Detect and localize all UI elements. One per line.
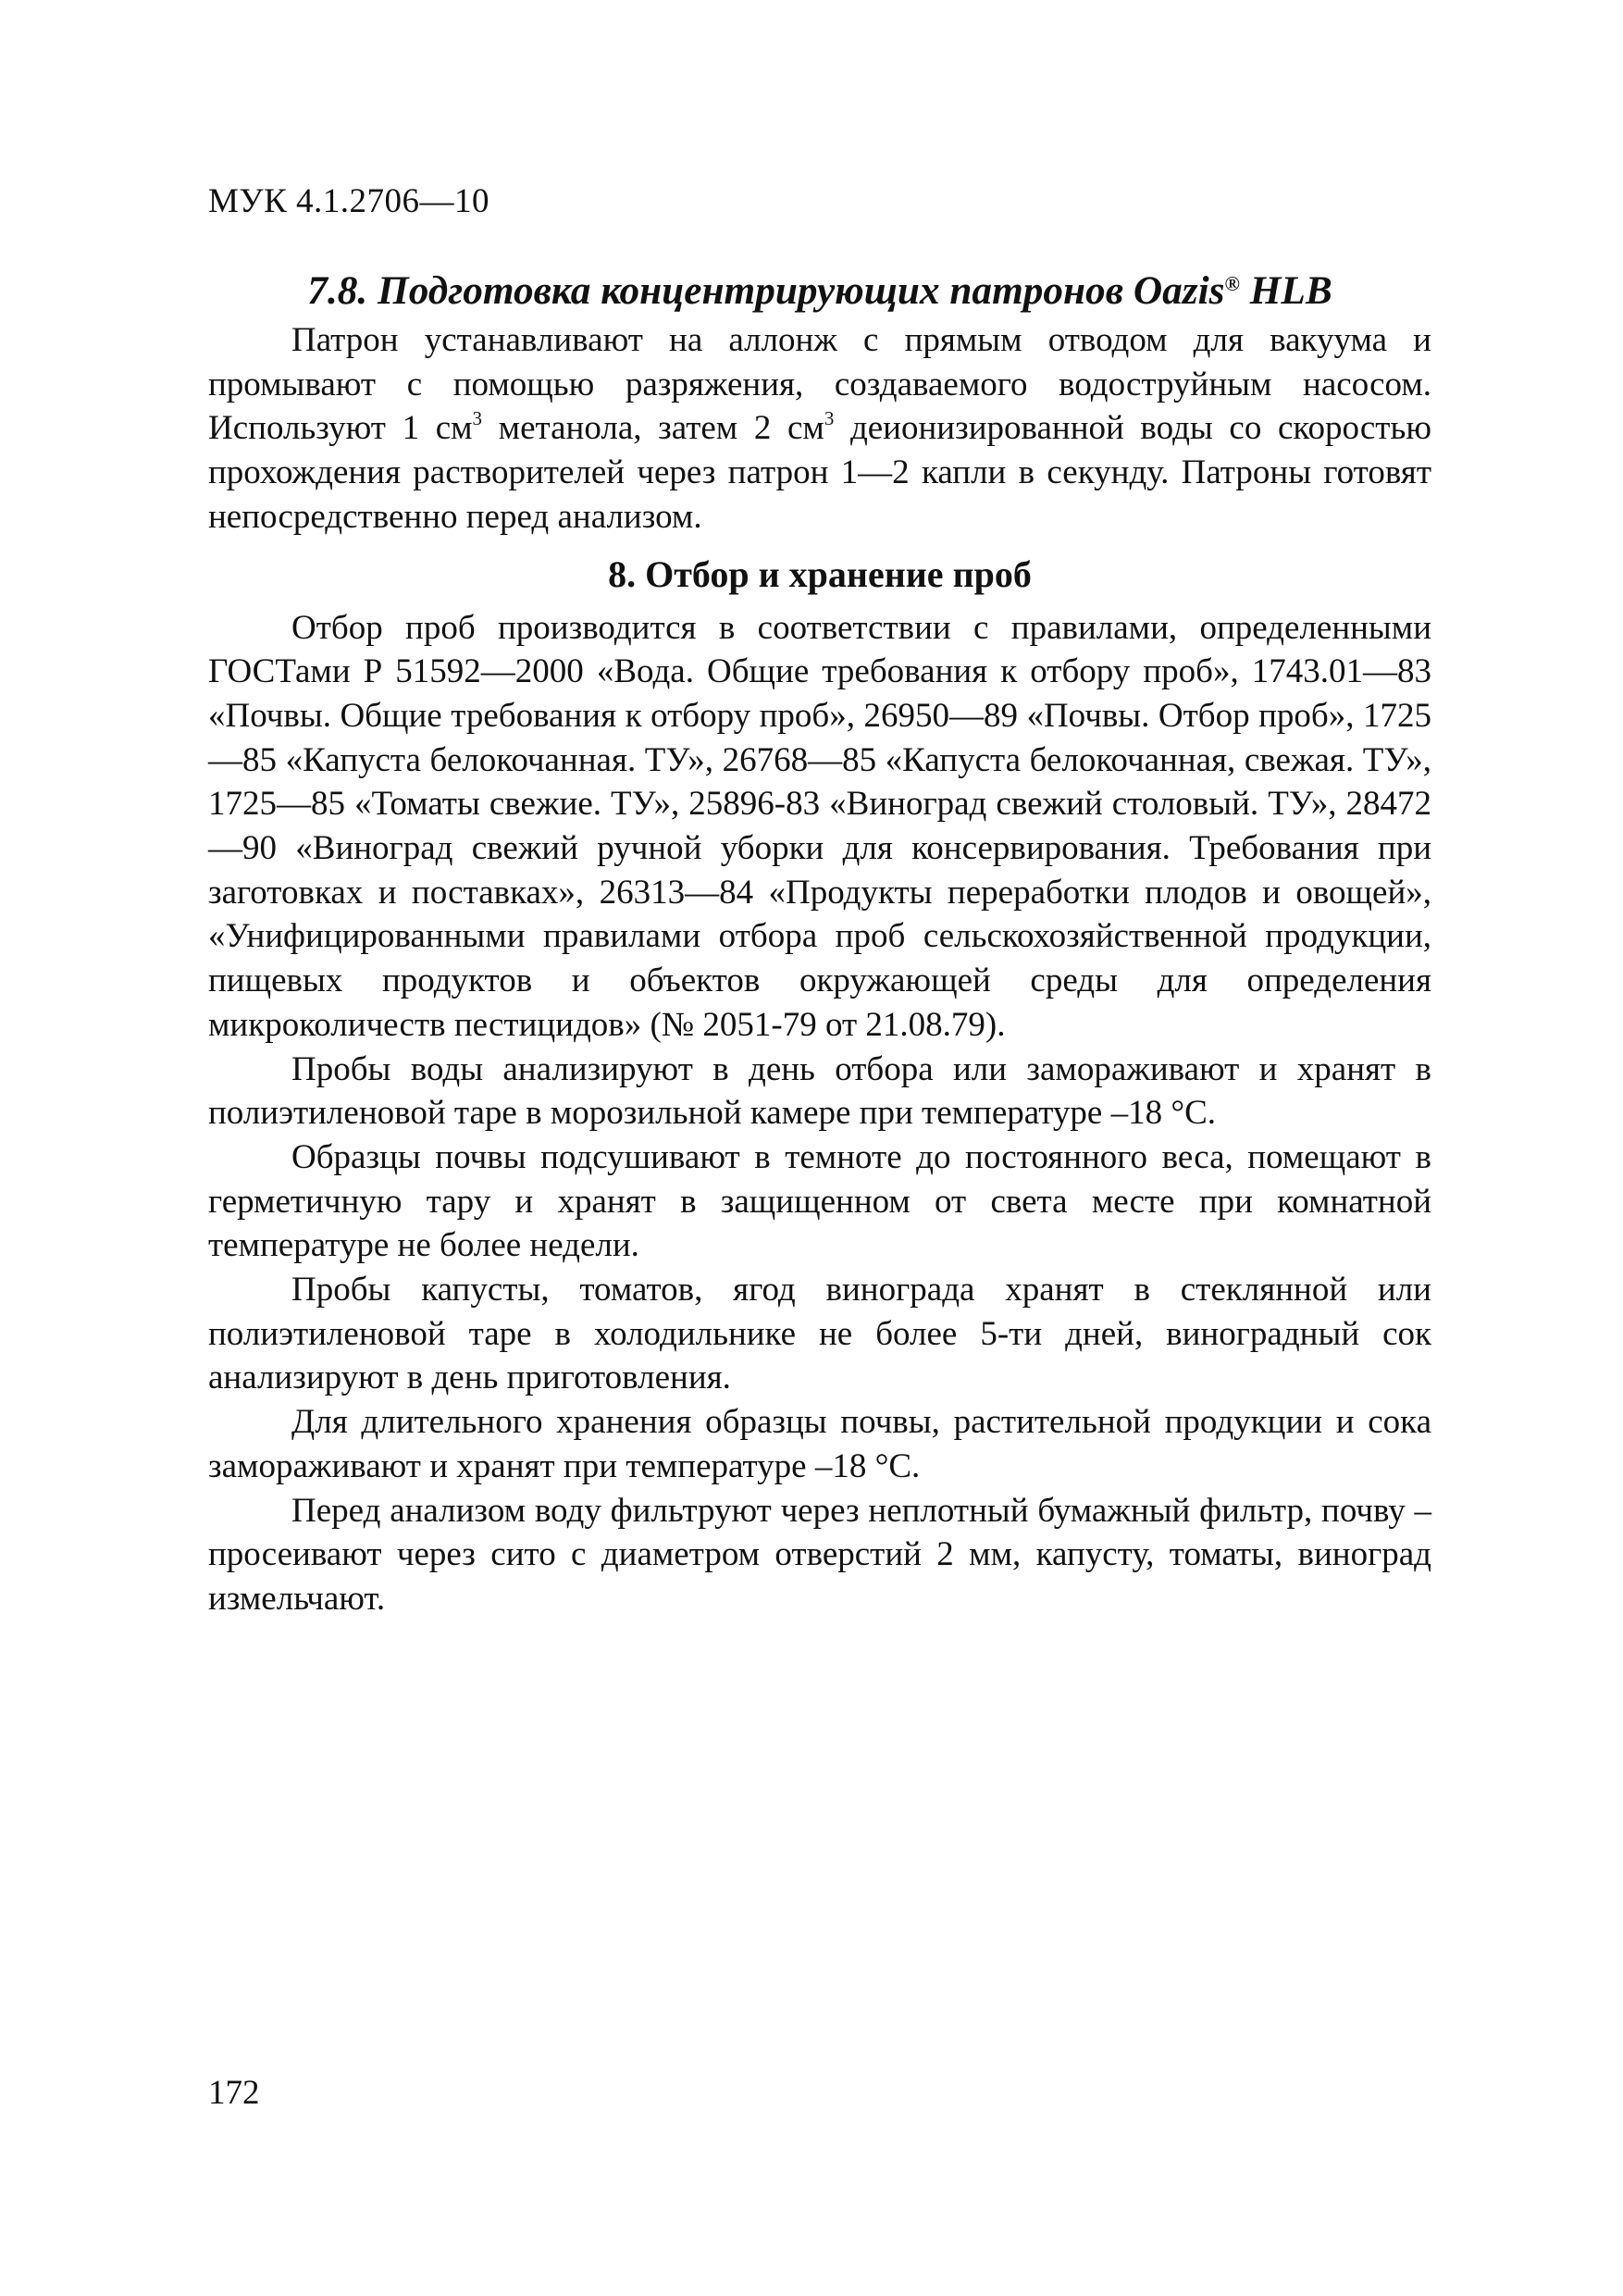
registered-mark: ® (1224, 272, 1240, 295)
paragraph-part-1: Патрон устанавливают на аллонж с прямым отводом для вакуума и промывают с помощью разряжения, создаваемого водоструйным насосом. Используют 1 см (208, 321, 1431, 448)
section-title: 8. Отбор и хранение проб (608, 552, 1032, 595)
subsection-title-suffix: HLB (1239, 268, 1332, 313)
section-paragraph-1: Отбор проб производится в соответствии с правилами, определенными ГОСТами Р 51592—2000 «Вода. Общие требования к отбору проб», 1743.01—83 «Почвы. Общие требования к отбору проб», 26950—89 «Почвы. Отбор проб», 1725—85 «Капуста белокочанная. ТУ», 26768—85 «Капуста белокочанная, свежая. ТУ», 1725—85 «Томаты свежие. ТУ», 25896-83 «Виноград свежий столовый. ТУ», 28472—90 «Виноград свежий ручной уборки для консервирования. Требования при заготовках и поставках», 26313—84 «Продукты переработки плодов и овощей», «Унифицированными правилами отбора проб сельскохозяйственной продукции, пищевых продуктов и объектов окружающей среды для определения микроколичеств пестицидов» (№ 2051-79 от 21.08.79). (208, 608, 1431, 1044)
text-column (208, 267, 1431, 1621)
document-code-header: МУК 4.1.2706—10 (208, 182, 490, 220)
unit-superscript-2: 3 (824, 407, 835, 430)
subsection-paragraph (208, 318, 1431, 540)
subsection-title-main: 7.8. Подготовка концентрирующих патронов Oazis (307, 268, 1225, 313)
subsection-title (208, 267, 1431, 315)
section-paragraph-2: Пробы воды анализируют в день отбора или замораживают и хранят в полиэтиленовой таре в морозильной камере при температуре –18 °С. (208, 1049, 1431, 1133)
unit-superscript-1: 3 (472, 407, 483, 430)
section-paragraph-3: Образцы почвы подсушивают в темноте до постоянного веса, помещают в герметичную тару и хранят в защищенном от света месте при комнатной температуре не более недели. (208, 1137, 1431, 1265)
section-paragraph-5: Для длительного хранения образцы почвы, растительной продукции и сока замораживают и хранят при температуре –18 °С. (208, 1403, 1431, 1485)
section-paragraph-4: Пробы капусты, томатов, ягод винограда хранят в стеклянной или полиэтиленовой таре в холодильнике не более 5-ти дней, виноградный сок анализируют в день приготовления. (208, 1271, 1431, 1397)
page-number: 172 (208, 2074, 260, 2112)
section-paragraph-6: Перед анализом воду фильтруют через неплотный бумажный фильтр, почву – просеивают через сито с диаметром отверстий 2 мм, капусту, томаты, виноград измельчают. (208, 1491, 1431, 1618)
paragraph-part-3: деионизированной воды со скоростью прохождения растворителей через патрон 1—2 капли в секунду. Патроны готовят непосредственно перед анализом. (208, 409, 1431, 536)
paragraph-part-2: метанола, затем 2 см (482, 409, 824, 448)
